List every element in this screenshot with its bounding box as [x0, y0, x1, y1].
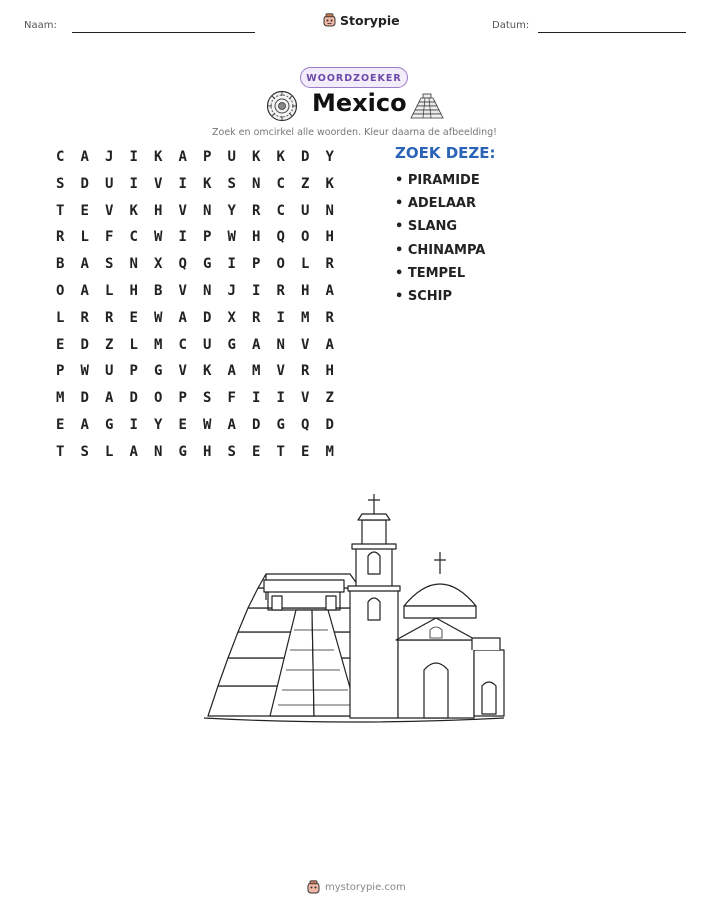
- grid-letter[interactable]: U: [105, 175, 114, 192]
- grid-letter[interactable]: I: [276, 309, 285, 326]
- grid-letter[interactable]: I: [178, 229, 187, 246]
- grid-letter[interactable]: M: [154, 336, 163, 353]
- grid-letter[interactable]: K: [129, 202, 138, 219]
- grid-letter[interactable]: F: [105, 229, 114, 246]
- grid-letter[interactable]: N: [325, 202, 334, 219]
- grid-letter[interactable]: P: [178, 390, 187, 407]
- grid-letter[interactable]: V: [276, 363, 285, 380]
- grid-letter[interactable]: Z: [301, 175, 310, 192]
- grid-row: [48, 335, 342, 362]
- grid-letter[interactable]: O: [276, 256, 285, 273]
- grid-letter[interactable]: E: [56, 336, 65, 353]
- grid-letter[interactable]: K: [325, 175, 334, 192]
- grid-letter[interactable]: G: [154, 363, 163, 380]
- grid-letter[interactable]: T: [276, 443, 285, 460]
- grid-letter[interactable]: I: [252, 390, 261, 407]
- grid-row: [48, 442, 342, 469]
- grid-row: [48, 147, 342, 174]
- grid-letter[interactable]: Y: [154, 416, 163, 433]
- grid-letter[interactable]: N: [203, 202, 212, 219]
- word-list-item: • ADELAAR: [395, 196, 476, 212]
- grid-letter[interactable]: C: [276, 202, 285, 219]
- grid-letter[interactable]: M: [301, 309, 310, 326]
- mexico-landmarks-illustration: [200, 490, 510, 728]
- grid-row: [48, 174, 342, 201]
- word-list-item: • SCHIP: [395, 288, 452, 304]
- grid-letter[interactable]: D: [80, 390, 89, 407]
- grid-letter[interactable]: I: [227, 256, 236, 273]
- grid-letter[interactable]: I: [129, 175, 138, 192]
- footer: [307, 880, 406, 895]
- grid-row: [48, 227, 342, 254]
- brand: [323, 13, 400, 28]
- name-label: Naam:: [24, 20, 57, 31]
- grid-letter[interactable]: G: [276, 416, 285, 433]
- grid-letter[interactable]: W: [227, 229, 236, 246]
- grid-letter[interactable]: G: [203, 256, 212, 273]
- grid-letter[interactable]: D: [252, 416, 261, 433]
- grid-letter[interactable]: U: [301, 202, 310, 219]
- grid-letter[interactable]: D: [80, 336, 89, 353]
- grid-letter[interactable]: J: [227, 282, 236, 299]
- grid-letter[interactable]: W: [154, 309, 163, 326]
- grid-letter[interactable]: O: [154, 390, 163, 407]
- grid-letter[interactable]: F: [227, 390, 236, 407]
- grid-letter[interactable]: L: [301, 256, 310, 273]
- grid-letter[interactable]: A: [80, 149, 89, 165]
- grid-letter[interactable]: D: [203, 309, 212, 326]
- grid-letter[interactable]: K: [203, 363, 212, 380]
- grid-row: [48, 308, 342, 335]
- grid-letter[interactable]: E: [56, 416, 65, 433]
- grid-letter[interactable]: T: [56, 443, 65, 460]
- grid-letter[interactable]: J: [105, 149, 114, 165]
- pyramid-icon: [410, 91, 444, 121]
- grid-letter[interactable]: L: [56, 309, 65, 326]
- grid-letter[interactable]: R: [252, 309, 261, 326]
- instructions: Zoek en omcirkel alle woorden. Kleur daarna de afbeelding!: [212, 127, 497, 138]
- grid-letter[interactable]: P: [129, 363, 138, 380]
- grid-letter[interactable]: W: [203, 416, 212, 433]
- grid-letter[interactable]: P: [56, 363, 65, 380]
- name-line: [72, 32, 255, 33]
- storypie-footer-logo-icon: [307, 880, 320, 895]
- grid-letter[interactable]: Y: [325, 149, 334, 165]
- grid-letter[interactable]: H: [129, 282, 138, 299]
- grid-letter[interactable]: A: [178, 149, 187, 165]
- grid-letter[interactable]: C: [129, 229, 138, 246]
- grid-row: [48, 388, 342, 415]
- grid-letter[interactable]: U: [227, 149, 236, 165]
- grid-letter[interactable]: Z: [325, 390, 334, 407]
- grid-letter[interactable]: S: [80, 443, 89, 460]
- grid-letter[interactable]: Y: [227, 202, 236, 219]
- brand-name: Storypie: [340, 13, 400, 28]
- date-line: [538, 32, 686, 33]
- grid-letter[interactable]: A: [178, 309, 187, 326]
- grid-letter[interactable]: Q: [276, 229, 285, 246]
- grid-letter[interactable]: A: [325, 282, 334, 299]
- grid-letter[interactable]: V: [301, 336, 310, 353]
- grid-letter[interactable]: M: [56, 390, 65, 407]
- grid-letter[interactable]: Q: [178, 256, 187, 273]
- grid-letter[interactable]: X: [154, 256, 163, 273]
- grid-letter[interactable]: H: [154, 202, 163, 219]
- grid-row: [48, 361, 342, 388]
- word-list-item: • TEMPEL: [395, 265, 466, 281]
- grid-letter[interactable]: A: [252, 336, 261, 353]
- grid-letter[interactable]: P: [203, 229, 212, 246]
- word-search-grid: [48, 147, 342, 469]
- grid-letter[interactable]: L: [105, 443, 114, 460]
- grid-letter[interactable]: H: [252, 229, 261, 246]
- worksheet-type-badge: WOORDZOEKER: [300, 67, 408, 88]
- grid-letter[interactable]: N: [154, 443, 163, 460]
- grid-letter[interactable]: R: [105, 309, 114, 326]
- grid-letter[interactable]: S: [203, 390, 212, 407]
- grid-letter[interactable]: E: [178, 416, 187, 433]
- grid-letter[interactable]: N: [252, 175, 261, 192]
- grid-letter[interactable]: R: [325, 309, 334, 326]
- grid-letter[interactable]: H: [301, 282, 310, 299]
- grid-letter[interactable]: S: [105, 256, 114, 273]
- grid-letter[interactable]: D: [129, 390, 138, 407]
- grid-letter[interactable]: N: [203, 282, 212, 299]
- grid-letter[interactable]: O: [56, 282, 65, 299]
- grid-letter[interactable]: V: [178, 363, 187, 380]
- grid-letter[interactable]: E: [252, 443, 261, 460]
- page-title: Mexico: [312, 89, 407, 117]
- grid-letter[interactable]: U: [105, 363, 114, 380]
- grid-letter[interactable]: W: [80, 363, 89, 380]
- grid-letter[interactable]: A: [105, 390, 114, 407]
- grid-letter[interactable]: T: [56, 202, 65, 219]
- grid-letter[interactable]: Q: [301, 416, 310, 433]
- grid-row: [48, 254, 342, 281]
- grid-letter[interactable]: D: [80, 175, 89, 192]
- grid-letter[interactable]: Z: [105, 336, 114, 353]
- grid-letter[interactable]: V: [105, 202, 114, 219]
- grid-letter[interactable]: V: [301, 390, 310, 407]
- word-list-item: • SLANG: [395, 219, 458, 235]
- grid-letter[interactable]: R: [252, 202, 261, 219]
- grid-letter[interactable]: V: [154, 175, 163, 192]
- grid-letter[interactable]: K: [276, 149, 285, 165]
- storypie-logo-icon: [323, 13, 336, 28]
- grid-letter[interactable]: R: [325, 256, 334, 273]
- grid-letter[interactable]: K: [252, 149, 261, 165]
- grid-letter[interactable]: V: [178, 282, 187, 299]
- grid-letter[interactable]: X: [227, 309, 236, 326]
- grid-letter[interactable]: B: [154, 282, 163, 299]
- date-label: Datum:: [492, 20, 530, 31]
- grid-letter[interactable]: A: [227, 363, 236, 380]
- grid-letter[interactable]: K: [154, 149, 163, 165]
- grid-letter[interactable]: R: [301, 363, 310, 380]
- grid-letter[interactable]: A: [80, 256, 89, 273]
- grid-letter[interactable]: L: [105, 282, 114, 299]
- grid-letter[interactable]: L: [129, 336, 138, 353]
- grid-letter[interactable]: L: [80, 229, 89, 246]
- grid-letter[interactable]: G: [105, 416, 114, 433]
- grid-letter[interactable]: S: [227, 175, 236, 192]
- grid-letter[interactable]: P: [252, 256, 261, 273]
- grid-letter[interactable]: I: [252, 282, 261, 299]
- grid-letter[interactable]: E: [129, 309, 138, 326]
- grid-letter[interactable]: V: [178, 202, 187, 219]
- grid-letter[interactable]: E: [80, 202, 89, 219]
- grid-letter[interactable]: G: [178, 443, 187, 460]
- word-list-item: • PIRAMIDE: [395, 173, 480, 188]
- grid-row: [48, 281, 342, 308]
- grid-letter[interactable]: H: [203, 443, 212, 460]
- grid-letter[interactable]: H: [325, 363, 334, 380]
- grid-letter[interactable]: H: [325, 229, 334, 246]
- grid-letter[interactable]: N: [129, 256, 138, 273]
- grid-letter[interactable]: A: [80, 416, 89, 433]
- grid-letter[interactable]: I: [129, 149, 138, 165]
- grid-letter[interactable]: C: [56, 149, 65, 165]
- grid-letter[interactable]: A: [129, 443, 138, 460]
- grid-letter[interactable]: R: [80, 309, 89, 326]
- grid-letter[interactable]: C: [276, 175, 285, 192]
- grid-letter[interactable]: R: [276, 282, 285, 299]
- grid-letter[interactable]: R: [56, 229, 65, 246]
- grid-letter[interactable]: S: [56, 175, 65, 192]
- word-list-title: ZOEK DEZE:: [395, 144, 496, 162]
- grid-row: [48, 201, 342, 228]
- grid-letter[interactable]: I: [178, 175, 187, 192]
- grid-letter[interactable]: D: [301, 149, 310, 165]
- footer-url: mystorypie.com: [325, 882, 406, 893]
- aztec-calendar-icon: [266, 90, 298, 122]
- grid-letter[interactable]: O: [301, 229, 310, 246]
- grid-letter[interactable]: I: [129, 416, 138, 433]
- grid-letter[interactable]: M: [252, 363, 261, 380]
- grid-letter[interactable]: K: [203, 175, 212, 192]
- grid-letter[interactable]: A: [227, 416, 236, 433]
- grid-letter[interactable]: A: [80, 282, 89, 299]
- word-list: [395, 171, 485, 310]
- grid-letter[interactable]: E: [301, 443, 310, 460]
- word-list-item: • CHINAMPA: [395, 242, 486, 258]
- grid-letter[interactable]: I: [276, 390, 285, 407]
- grid-letter[interactable]: C: [178, 336, 187, 353]
- grid-letter[interactable]: U: [203, 336, 212, 353]
- grid-letter[interactable]: D: [325, 416, 334, 433]
- grid-letter[interactable]: N: [276, 336, 285, 353]
- grid-letter[interactable]: G: [227, 336, 236, 353]
- grid-letter[interactable]: P: [203, 149, 212, 165]
- grid-letter[interactable]: W: [154, 229, 163, 246]
- grid-letter[interactable]: S: [227, 443, 236, 460]
- grid-row: [48, 415, 342, 442]
- grid-letter[interactable]: A: [325, 336, 334, 353]
- grid-letter[interactable]: M: [325, 443, 334, 460]
- grid-letter[interactable]: B: [56, 256, 65, 273]
